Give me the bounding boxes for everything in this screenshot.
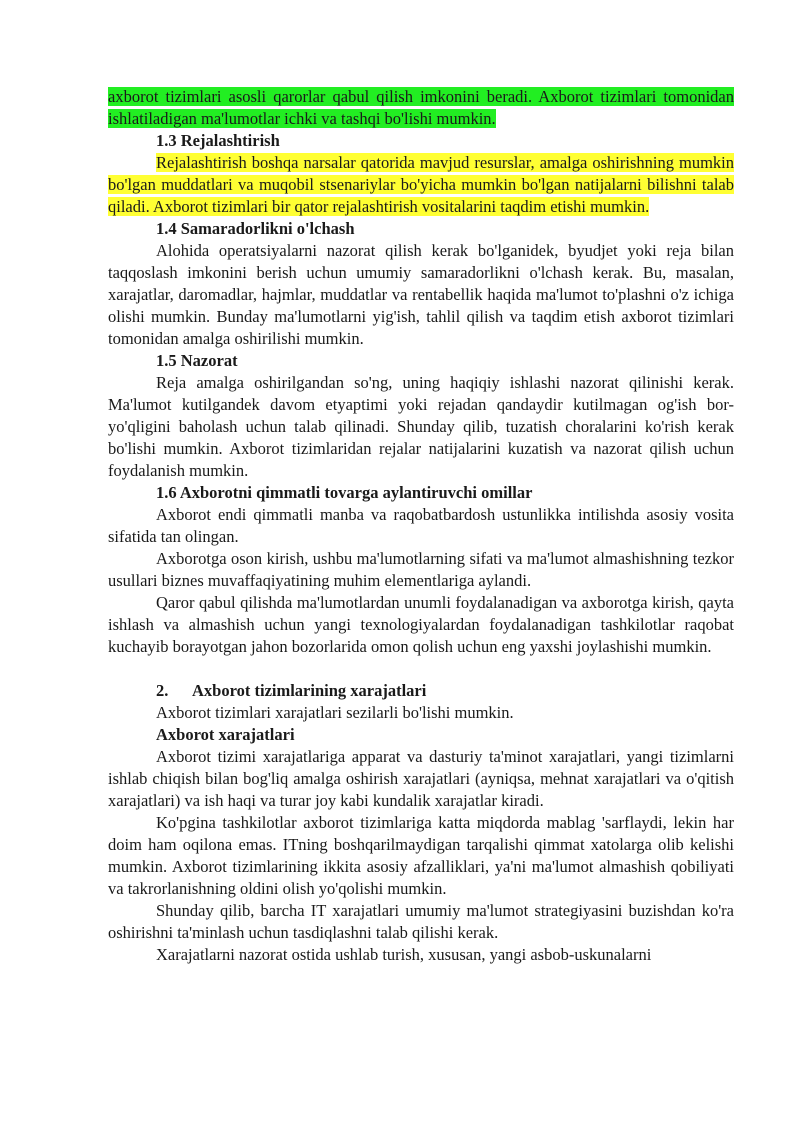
heading-1-5: 1.5 Nazorat [156,351,238,370]
paragraph-2-b: Axborot tizimi xarajatlariga apparat va dasturiy ta'minot xarajatlari, yangi tizimlarni ishlab chiqish bilan bog'liq amalga oshirish xarajatlari (ayniqsa, mehnat xarajatlari va o'qitish xarajatlari) va ish haqi va turar joy kabi kundalik xarajatlar kiradi. [108,747,734,810]
heading-2 [108,680,734,702]
paragraph-1-6-b: Axborotga oson kirish, ushbu ma'lumotlarning sifati va ma'lumot almashishning tezkor usullari biznes muvaffaqiyatining muhim elementlariga aylandi. [108,549,734,590]
paragraph-2-d: Shunday qilib, barcha IT xarajatlari umumiy ma'lumot strategiyasini buzishdan ko'ra oshirishni ta'minlash uchun tasdiqlashni talab qilishi kerak. [108,901,734,942]
paragraph-1-3 [108,152,734,218]
paragraph-2-c: Ko'pgina tashkilotlar axborot tizimlariga katta miqdorda mablag 'sarflaydi, lekin har doim ham oqilona emas. ITning boshqarilmaydigan tarqalishi qimmat xatolarga olib kelishi mumkin. Axborot tizimlarining ikkita asosiy afzalliklari, ya'ni ma'lumot almashish qobiliyati va takrorlanishning oldini olish yo'qolishi mumkin. [108,813,734,898]
intro-highlight: axborot tizimlari asosli qarorlar qabul qilish imkonini beradi. Axborot tizimlari tomonidan ishlatiladigan ma'lumotlar ichki va tashqi bo'lishi mumkin. [108,87,734,128]
paragraph-2-a: Axborot tizimlari xarajatlari sezilarli bo'lishi mumkin. [156,703,514,722]
paragraph-1-3-highlight: Rejalashtirish boshqa narsalar qatorida mavjud resurslar, amalga oshirishning mumkin bo'lgan muddatlari va muqobil stsenariylar bo'yicha mumkin bo'lgan natijalarni bilishni talab qiladi. Axborot tizimlari bir qator rejalashtirish vositalarini taqdim etishi mumkin. [108,153,734,216]
subheading-axborot-xarajatlari: Axborot xarajatlari [156,725,295,744]
paragraph-1-4: Alohida operatsiyalarni nazorat qilish kerak bo'lganidek, byudjet yoki reja bilan taqqoslash imkonini berish uchun umumiy samaradorlikni o'lchash kerak. Bu, masalan, xarajatlar, daromadlar, hajmlar, muddatlar va rentabellik haqida ma'lumot to'plashni o'z ichiga olishi mumkin. Bunday ma'lumotlarni yig'ish, tahlil qilish va taqdim etish axborot tizimlari tomonidan amalga oshirilishi mumkin. [108,241,734,348]
heading-1-4: 1.4 Samaradorlikni o'lchash [156,219,355,238]
intro-paragraph [108,86,734,130]
paragraph-1-6-c: Qaror qabul qilishda ma'lumotlardan unumli foydalanadigan va axborotga kirish, qayta ishlash va almashish uchun yangi texnologiyalardan foydalanadigan tashkilotlar raqobat kuchayib borayotgan jahon bozorlarida omon qolish uchun eng yaxshi joylashishi mumkin. [108,593,734,656]
document-page [108,86,734,966]
paragraph-1-6-a: Axborot endi qimmatli manba va raqobatbardosh ustunlikka intilishda asosiy vosita sifatida tan olingan. [108,505,734,546]
heading-1-3: 1.3 Rejalashtirish [156,131,280,150]
section-gap [108,658,734,680]
heading-2-title: Axborot tizimlarining xarajatlari [192,681,427,700]
heading-2-number: 2. [156,681,169,700]
heading-1-6: 1.6 Axborotni qimmatli tovarga aylantiruvchi omillar [156,483,533,502]
paragraph-1-5: Reja amalga oshirilgandan so'ng, uning haqiqiy ishlashi nazorat qilinishi kerak. Ma'lumot kutilgandek davom etyaptimi yoki rejadan qandaydir kutilmagan og'ish bor-yo'qligini baholash uchun talab qilinadi. Shunday qilib, tuzatish choralarini ko'rish kerak bo'lishi mumkin. Axborot tizimlaridan rejalar natijalarini kuzatish va nazorat qilish uchun foydalanish mumkin. [108,373,734,480]
paragraph-2-e: Xarajatlarni nazorat ostida ushlab turish, xususan, yangi asbob-uskunalarni [156,945,652,964]
